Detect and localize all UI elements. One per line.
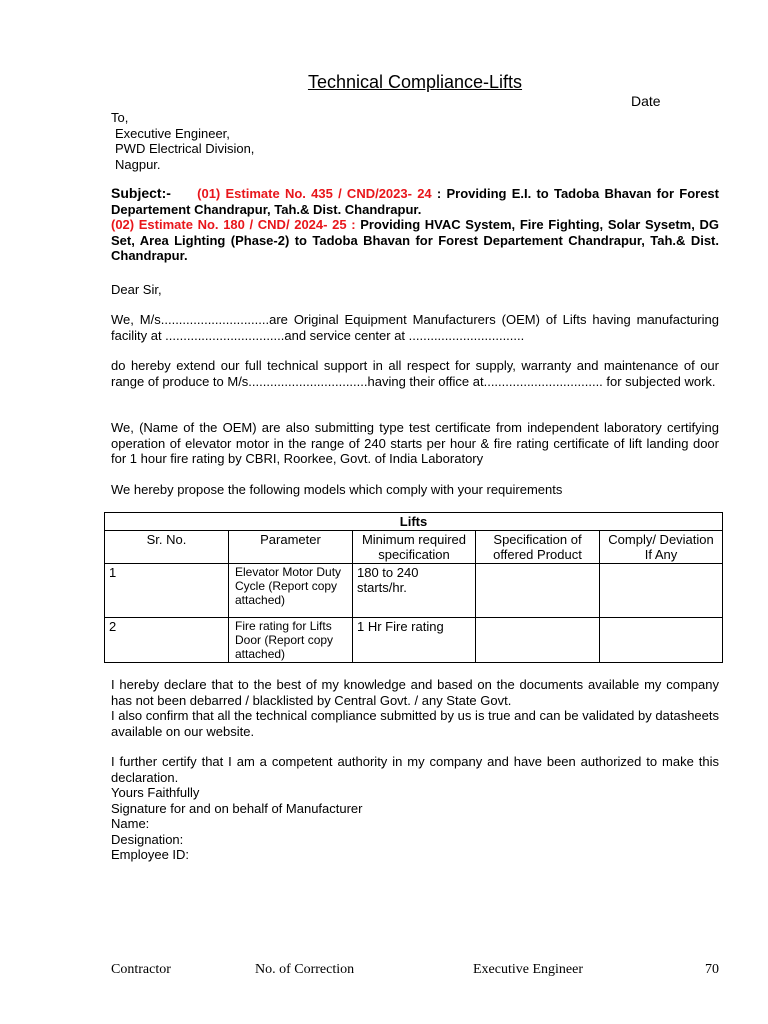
cell-comply <box>600 618 723 663</box>
closing-text: Yours Faithfully <box>111 785 200 800</box>
name-field-label: Name: <box>111 816 150 831</box>
paragraph-oem: We, M/s..............................are Original Equipment Manufacturers (OEM) of Lifts having manufacturing facility at .................................and service center at ................................ <box>111 312 719 343</box>
cell-sr-no: 1 <box>105 564 229 618</box>
column-header: Sr. No. <box>105 531 229 564</box>
table-caption: Lifts <box>105 513 723 531</box>
address-line-1: Executive Engineer, <box>115 125 230 141</box>
paragraph-support: do hereby extend our full technical support in all respect for supply, warranty and maintenance of our range of produce to M/s.................................having their office at................................. for subjected work. <box>111 358 719 389</box>
column-header: Minimum required specification <box>353 531 476 564</box>
cell-offered-spec <box>476 618 600 663</box>
signature-line: Signature for and on behalf of Manufacturer <box>111 800 363 816</box>
footer-engineer: Executive Engineer <box>473 962 584 977</box>
page-number: 70 <box>705 962 719 977</box>
declaration-authority: I further certify that I am a competent authority in my company and have been authorized to make this declaration. <box>111 754 719 785</box>
date-label: Date <box>631 93 661 109</box>
declaration-compliance: I also confirm that all the technical compliance submitted by us is true and can be validated by datasheets available on our website. <box>111 708 719 739</box>
subject-item-1-text: : Providing E.I. to Tadoba Bhavan for Forest Departement Chandrapur, Tah.& Dist. Chandrapur. <box>111 186 719 217</box>
table-header-row <box>105 531 723 564</box>
subject-block <box>111 186 719 264</box>
table-row <box>105 564 723 618</box>
address-to: To, <box>111 110 129 125</box>
cell-sr-no: 2 <box>105 618 229 663</box>
address-block <box>111 110 254 172</box>
declaration-block <box>111 677 719 863</box>
subject-item-2-text: Providing HVAC System, Fire Fighting, Solar Sysetm, DG Set, Area Lighting (Phase-2) to Tadoba Bhavan for Forest Departement Chandrapur, Tah.& Dist. Chandrapur. <box>111 217 719 263</box>
subject-item-1-ref: (01) Estimate No. 435 / CND/2023- 24 <box>197 186 432 201</box>
page-footer <box>111 962 719 980</box>
cell-comply <box>600 564 723 618</box>
cell-parameter: Elevator Motor Duty Cycle (Report copy attached) <box>229 564 353 618</box>
paragraph-certificate: We, (Name of the OEM) are also submitting type test certificate from independent laboratory certifying operation of elevator motor in the range of 240 starts per hour & fire rating certificate of lift landing door for 1 hour fire rating by CBRI, Roorkee, Govt. of India Laboratory <box>111 420 719 466</box>
employee-id-field-label: Employee ID: <box>111 847 190 862</box>
footer-correction: No. of Correction <box>255 962 355 977</box>
paragraph-proposal: We hereby propose the following models which comply with your requirements <box>111 482 563 497</box>
column-header: Comply/ Deviation If Any <box>600 531 723 564</box>
address-line-3: Nagpur. <box>115 156 161 172</box>
column-header: Specification of offered Product <box>476 531 600 564</box>
footer-contractor: Contractor <box>111 962 171 977</box>
subject-label: Subject:- <box>111 185 171 201</box>
address-line-2: PWD Electrical Division, <box>115 141 255 156</box>
table-row <box>105 618 723 663</box>
cell-min-spec: 1 Hr Fire rating <box>353 618 476 663</box>
cell-offered-spec <box>476 564 600 618</box>
subject-item-2-ref: (02) Estimate No. 180 / CND/ 2024- 25 : <box>111 217 356 232</box>
salutation: Dear Sir, <box>111 282 162 297</box>
declaration-debarment: I hereby declare that to the best of my knowledge and based on the documents available my company has not been debarred / blacklisted by Central Govt. / any State Govt. <box>111 677 719 708</box>
lifts-table <box>104 512 723 663</box>
page-title: Technical Compliance-Lifts <box>307 72 523 92</box>
cell-parameter: Fire rating for Lifts Door (Report copy attached) <box>229 618 353 663</box>
column-header: Parameter <box>229 531 353 564</box>
cell-min-spec: 180 to 240 starts/hr. <box>353 564 476 618</box>
designation-field-label: Designation: <box>111 831 184 847</box>
